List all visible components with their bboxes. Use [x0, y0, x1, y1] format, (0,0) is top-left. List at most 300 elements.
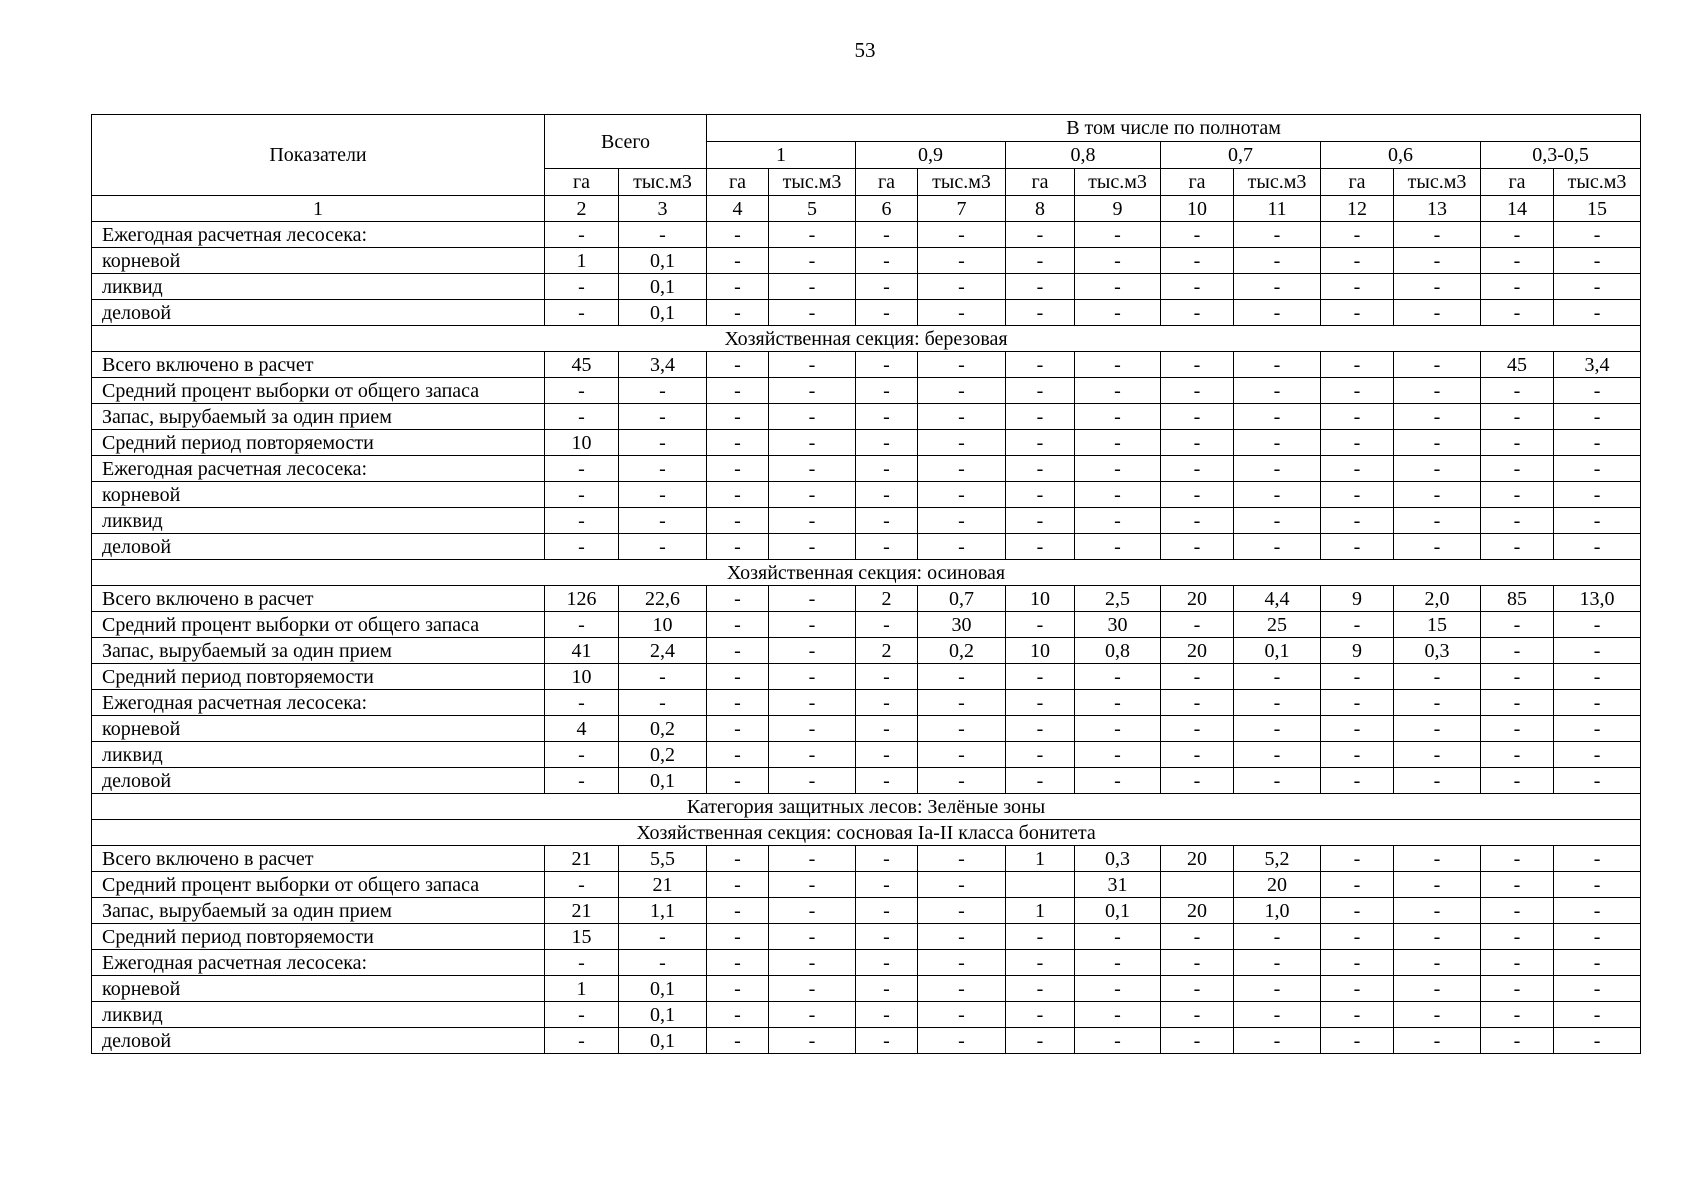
value-cell: - — [1554, 274, 1641, 300]
table-row — [92, 586, 1641, 612]
value-cell: - — [918, 222, 1006, 248]
table-row — [92, 352, 1641, 378]
value-cell: - — [707, 430, 769, 456]
value-cell: 4 — [545, 716, 619, 742]
value-cell: - — [1321, 482, 1394, 508]
value-cell: - — [1075, 742, 1161, 768]
value-cell: - — [1006, 222, 1075, 248]
header-row-1 — [92, 115, 1641, 142]
value-cell: - — [1554, 534, 1641, 560]
column-number-cell: 15 — [1554, 196, 1641, 222]
value-cell: 15 — [1394, 612, 1481, 638]
value-cell: - — [856, 768, 918, 794]
value-cell: - — [1481, 898, 1554, 924]
value-cell: - — [918, 1028, 1006, 1054]
value-cell: 20 — [1161, 846, 1234, 872]
value-cell: - — [619, 222, 707, 248]
value-cell: - — [1161, 508, 1234, 534]
unit-header-cell: тыс.м3 — [1394, 169, 1481, 196]
value-cell: - — [769, 924, 856, 950]
value-cell: - — [1006, 742, 1075, 768]
value-cell: 0,1 — [619, 1028, 707, 1054]
value-cell: 0,2 — [918, 638, 1006, 664]
value-cell: - — [545, 1028, 619, 1054]
value-cell: - — [1481, 924, 1554, 950]
value-cell: - — [707, 1002, 769, 1028]
value-cell: - — [769, 222, 856, 248]
value-cell: - — [1321, 456, 1394, 482]
value-cell: - — [769, 456, 856, 482]
value-cell: - — [769, 846, 856, 872]
table-row — [92, 872, 1641, 898]
value-cell: 0,3 — [1075, 846, 1161, 872]
unit-header-cell: га — [1481, 169, 1554, 196]
value-cell: 22,6 — [619, 586, 707, 612]
unit-header-cell: га — [1161, 169, 1234, 196]
value-cell: - — [918, 430, 1006, 456]
value-cell: - — [918, 716, 1006, 742]
value-cell: - — [1161, 378, 1234, 404]
column-number-cell: 3 — [619, 196, 707, 222]
value-cell: - — [856, 430, 918, 456]
value-cell: - — [918, 300, 1006, 326]
section-title: Хозяйственная секция: березовая — [92, 326, 1641, 352]
value-cell: - — [1234, 508, 1321, 534]
value-cell: - — [1075, 1028, 1161, 1054]
value-cell: - — [1075, 274, 1161, 300]
value-cell: - — [918, 1002, 1006, 1028]
value-cell: - — [619, 482, 707, 508]
value-cell: - — [1234, 378, 1321, 404]
value-cell: - — [1006, 716, 1075, 742]
row-label: ликвид — [92, 508, 545, 534]
value-cell: - — [707, 690, 769, 716]
value-cell: - — [1006, 950, 1075, 976]
value-cell: 0,1 — [619, 1002, 707, 1028]
value-cell: - — [769, 976, 856, 1002]
value-cell: - — [856, 508, 918, 534]
value-cell: 2 — [856, 586, 918, 612]
value-cell: - — [1161, 768, 1234, 794]
value-cell: - — [1161, 742, 1234, 768]
value-cell: - — [1321, 950, 1394, 976]
value-cell: - — [1481, 664, 1554, 690]
value-cell: - — [856, 664, 918, 690]
table-row — [92, 742, 1641, 768]
value-cell: - — [1481, 222, 1554, 248]
value-cell: - — [1075, 976, 1161, 1002]
value-cell: 85 — [1481, 586, 1554, 612]
value-cell: 25 — [1234, 612, 1321, 638]
value-cell: - — [545, 404, 619, 430]
value-cell: 1,1 — [619, 898, 707, 924]
value-cell: - — [1394, 872, 1481, 898]
page-number: 53 — [854, 38, 876, 62]
value-cell: - — [545, 950, 619, 976]
section-header-row — [92, 326, 1641, 352]
value-cell: - — [1554, 248, 1641, 274]
value-cell: - — [707, 950, 769, 976]
row-label: Запас, вырубаемый за один прием — [92, 404, 545, 430]
value-cell: - — [545, 378, 619, 404]
value-cell: - — [1234, 482, 1321, 508]
value-cell: - — [918, 378, 1006, 404]
value-cell: - — [1554, 482, 1641, 508]
value-cell: - — [1234, 690, 1321, 716]
value-cell: - — [1481, 274, 1554, 300]
value-cell: - — [1006, 352, 1075, 378]
value-cell: - — [1481, 482, 1554, 508]
value-cell: - — [1394, 742, 1481, 768]
value-cell: - — [1481, 404, 1554, 430]
value-cell: - — [769, 1002, 856, 1028]
value-cell: - — [918, 690, 1006, 716]
value-cell: - — [1075, 534, 1161, 560]
value-cell: - — [1394, 222, 1481, 248]
value-cell: 9 — [1321, 638, 1394, 664]
value-cell: - — [1481, 872, 1554, 898]
value-cell: - — [1006, 768, 1075, 794]
value-cell: - — [1481, 950, 1554, 976]
header-density-0-8: 0,8 — [1006, 142, 1161, 169]
table-row — [92, 300, 1641, 326]
value-cell: - — [1075, 482, 1161, 508]
value-cell: - — [856, 482, 918, 508]
section-title: Хозяйственная секция: осиновая — [92, 560, 1641, 586]
value-cell: - — [856, 378, 918, 404]
value-cell: 15 — [545, 924, 619, 950]
value-cell: - — [1075, 248, 1161, 274]
row-label: корневой — [92, 482, 545, 508]
value-cell: 1 — [1006, 898, 1075, 924]
value-cell: - — [1075, 924, 1161, 950]
value-cell: - — [1006, 300, 1075, 326]
value-cell: - — [1075, 1002, 1161, 1028]
value-cell: - — [707, 924, 769, 950]
header-density-0-3-0-5: 0,3-0,5 — [1481, 142, 1641, 169]
value-cell: 5,5 — [619, 846, 707, 872]
value-cell: - — [707, 638, 769, 664]
table-row — [92, 404, 1641, 430]
table-row — [92, 638, 1641, 664]
value-cell: 0,3 — [1394, 638, 1481, 664]
column-number-cell: 1 — [92, 196, 545, 222]
unit-header-cell: тыс.м3 — [1554, 169, 1641, 196]
value-cell: - — [545, 300, 619, 326]
value-cell: - — [1006, 534, 1075, 560]
table-body — [92, 115, 1641, 1054]
table-row — [92, 690, 1641, 716]
value-cell: - — [1481, 742, 1554, 768]
table-row — [92, 664, 1641, 690]
value-cell: 1 — [545, 976, 619, 1002]
value-cell: - — [1321, 274, 1394, 300]
value-cell: - — [1006, 1028, 1075, 1054]
value-cell: 0,8 — [1075, 638, 1161, 664]
value-cell: 3,4 — [1554, 352, 1641, 378]
value-cell: - — [1234, 222, 1321, 248]
unit-header-cell: га — [707, 169, 769, 196]
value-cell: 0,1 — [1234, 638, 1321, 664]
value-cell: - — [1075, 456, 1161, 482]
header-indicators: Показатели — [92, 115, 545, 196]
value-cell: - — [1234, 716, 1321, 742]
value-cell: - — [1321, 508, 1394, 534]
value-cell: - — [1161, 482, 1234, 508]
value-cell: - — [1075, 430, 1161, 456]
value-cell: - — [856, 742, 918, 768]
value-cell: - — [1161, 430, 1234, 456]
column-number-cell: 5 — [769, 196, 856, 222]
value-cell: - — [1321, 846, 1394, 872]
value-cell: - — [619, 456, 707, 482]
value-cell: - — [1321, 976, 1394, 1002]
unit-header-cell: тыс.м3 — [619, 169, 707, 196]
value-cell: - — [1554, 300, 1641, 326]
value-cell: - — [856, 456, 918, 482]
value-cell: - — [1161, 300, 1234, 326]
value-cell: 10 — [545, 664, 619, 690]
value-cell: 4,4 — [1234, 586, 1321, 612]
value-cell: - — [1394, 352, 1481, 378]
value-cell: - — [1161, 976, 1234, 1002]
value-cell: - — [1554, 742, 1641, 768]
value-cell: - — [1394, 248, 1481, 274]
value-cell: - — [856, 716, 918, 742]
row-label: Запас, вырубаемый за один прием — [92, 898, 545, 924]
value-cell: - — [769, 274, 856, 300]
value-cell: 0,2 — [619, 716, 707, 742]
section-header-row — [92, 560, 1641, 586]
value-cell: 0,7 — [918, 586, 1006, 612]
row-label: ликвид — [92, 274, 545, 300]
value-cell: - — [918, 950, 1006, 976]
value-cell: - — [707, 482, 769, 508]
value-cell: - — [769, 664, 856, 690]
value-cell: 30 — [1075, 612, 1161, 638]
value-cell: 20 — [1234, 872, 1321, 898]
value-cell: - — [1006, 456, 1075, 482]
value-cell: - — [1481, 248, 1554, 274]
value-cell: - — [1234, 976, 1321, 1002]
value-cell: - — [1006, 508, 1075, 534]
value-cell: - — [1075, 716, 1161, 742]
value-cell: 0,1 — [619, 248, 707, 274]
value-cell: - — [856, 1002, 918, 1028]
value-cell: 1,0 — [1234, 898, 1321, 924]
value-cell: - — [769, 482, 856, 508]
value-cell: - — [1161, 690, 1234, 716]
column-number-cell: 4 — [707, 196, 769, 222]
value-cell: - — [1006, 430, 1075, 456]
value-cell: - — [1554, 846, 1641, 872]
header-density-0-7: 0,7 — [1161, 142, 1321, 169]
value-cell: - — [1554, 716, 1641, 742]
value-cell: - — [1006, 976, 1075, 1002]
value-cell: 20 — [1161, 586, 1234, 612]
table-row — [92, 430, 1641, 456]
table-row — [92, 768, 1641, 794]
value-cell: - — [1006, 404, 1075, 430]
value-cell: - — [1394, 846, 1481, 872]
value-cell: - — [856, 300, 918, 326]
value-cell: - — [619, 690, 707, 716]
value-cell: - — [1554, 1028, 1641, 1054]
value-cell: - — [1234, 300, 1321, 326]
value-cell: - — [1554, 768, 1641, 794]
value-cell: - — [1161, 716, 1234, 742]
value-cell: - — [707, 248, 769, 274]
row-label: деловой — [92, 300, 545, 326]
value-cell: - — [918, 924, 1006, 950]
value-cell: - — [1321, 352, 1394, 378]
column-number-cell: 6 — [856, 196, 918, 222]
value-cell: - — [1006, 274, 1075, 300]
value-cell: 45 — [1481, 352, 1554, 378]
row-label: Всего включено в расчет — [92, 586, 545, 612]
column-number-cell: 12 — [1321, 196, 1394, 222]
value-cell: - — [707, 456, 769, 482]
value-cell: - — [707, 274, 769, 300]
value-cell: 0,1 — [619, 976, 707, 1002]
table-row — [92, 846, 1641, 872]
value-cell: 41 — [545, 638, 619, 664]
value-cell: - — [769, 950, 856, 976]
value-cell: - — [1481, 768, 1554, 794]
value-cell: - — [707, 352, 769, 378]
row-label: деловой — [92, 534, 545, 560]
value-cell: - — [619, 534, 707, 560]
row-label: Средний период повторяемости — [92, 924, 545, 950]
unit-header-cell: тыс.м3 — [1234, 169, 1321, 196]
value-cell: - — [619, 664, 707, 690]
value-cell: - — [1161, 222, 1234, 248]
table-row — [92, 1028, 1641, 1054]
value-cell: - — [1075, 768, 1161, 794]
table-row — [92, 482, 1641, 508]
header-row-column-numbers — [92, 196, 1641, 222]
table-row — [92, 950, 1641, 976]
section-header-row — [92, 794, 1641, 820]
value-cell: - — [856, 534, 918, 560]
value-cell: - — [1554, 612, 1641, 638]
value-cell: - — [769, 638, 856, 664]
value-cell: - — [1554, 924, 1641, 950]
value-cell: - — [1394, 950, 1481, 976]
value-cell: - — [707, 378, 769, 404]
value-cell: - — [1161, 274, 1234, 300]
value-cell: - — [1321, 664, 1394, 690]
value-cell: 20 — [1161, 898, 1234, 924]
value-cell: 0,1 — [619, 768, 707, 794]
value-cell: - — [1075, 404, 1161, 430]
value-cell: - — [1006, 664, 1075, 690]
value-cell: - — [1394, 924, 1481, 950]
value-cell: - — [1075, 222, 1161, 248]
column-number-cell: 8 — [1006, 196, 1075, 222]
value-cell: - — [1161, 1002, 1234, 1028]
value-cell: - — [1554, 638, 1641, 664]
value-cell: - — [1481, 378, 1554, 404]
value-cell: - — [707, 404, 769, 430]
value-cell: - — [1394, 404, 1481, 430]
unit-header-cell: тыс.м3 — [1075, 169, 1161, 196]
column-number-cell: 13 — [1394, 196, 1481, 222]
value-cell: - — [918, 872, 1006, 898]
header-including-by-density: В том числе по полнотам — [707, 115, 1641, 142]
value-cell: - — [856, 690, 918, 716]
value-cell: - — [707, 898, 769, 924]
value-cell: - — [1321, 872, 1394, 898]
value-cell: - — [1394, 1002, 1481, 1028]
value-cell: - — [707, 508, 769, 534]
value-cell: - — [707, 664, 769, 690]
value-cell: - — [856, 612, 918, 638]
value-cell: - — [1234, 534, 1321, 560]
row-label: Ежегодная расчетная лесосека: — [92, 456, 545, 482]
value-cell: - — [769, 248, 856, 274]
value-cell: - — [707, 716, 769, 742]
value-cell: - — [856, 950, 918, 976]
value-cell: - — [1321, 612, 1394, 638]
value-cell: 0,2 — [619, 742, 707, 768]
value-cell: - — [856, 1028, 918, 1054]
column-number-cell: 11 — [1234, 196, 1321, 222]
value-cell: - — [1234, 248, 1321, 274]
value-cell: - — [1234, 1028, 1321, 1054]
value-cell: - — [545, 742, 619, 768]
value-cell: - — [1554, 456, 1641, 482]
value-cell: - — [1161, 352, 1234, 378]
value-cell: - — [707, 768, 769, 794]
table-row — [92, 976, 1641, 1002]
value-cell: - — [707, 222, 769, 248]
table-row — [92, 1002, 1641, 1028]
value-cell: - — [619, 378, 707, 404]
value-cell: - — [1394, 378, 1481, 404]
value-cell: - — [769, 898, 856, 924]
value-cell: - — [1006, 482, 1075, 508]
value-cell: - — [1321, 430, 1394, 456]
value-cell: - — [1075, 664, 1161, 690]
value-cell: - — [918, 898, 1006, 924]
value-cell: - — [1554, 690, 1641, 716]
value-cell: - — [769, 872, 856, 898]
value-cell: - — [545, 534, 619, 560]
row-label: ликвид — [92, 742, 545, 768]
value-cell: - — [918, 846, 1006, 872]
value-cell: - — [707, 976, 769, 1002]
unit-header-cell: га — [1006, 169, 1075, 196]
value-cell: - — [918, 664, 1006, 690]
value-cell: - — [769, 430, 856, 456]
header-density-0-6: 0,6 — [1321, 142, 1481, 169]
section-title: Хозяйственная секция: сосновая Iа-II класса бонитета — [92, 820, 1641, 846]
value-cell: - — [1321, 300, 1394, 326]
row-label: корневой — [92, 716, 545, 742]
value-cell: - — [769, 378, 856, 404]
value-cell: 1 — [1006, 846, 1075, 872]
value-cell: - — [1554, 872, 1641, 898]
value-cell: - — [707, 612, 769, 638]
value-cell: - — [1161, 612, 1234, 638]
value-cell: - — [1321, 534, 1394, 560]
value-cell: - — [1554, 664, 1641, 690]
value-cell: - — [1234, 430, 1321, 456]
table-row — [92, 222, 1641, 248]
value-cell: - — [707, 534, 769, 560]
value-cell: 0,1 — [619, 274, 707, 300]
